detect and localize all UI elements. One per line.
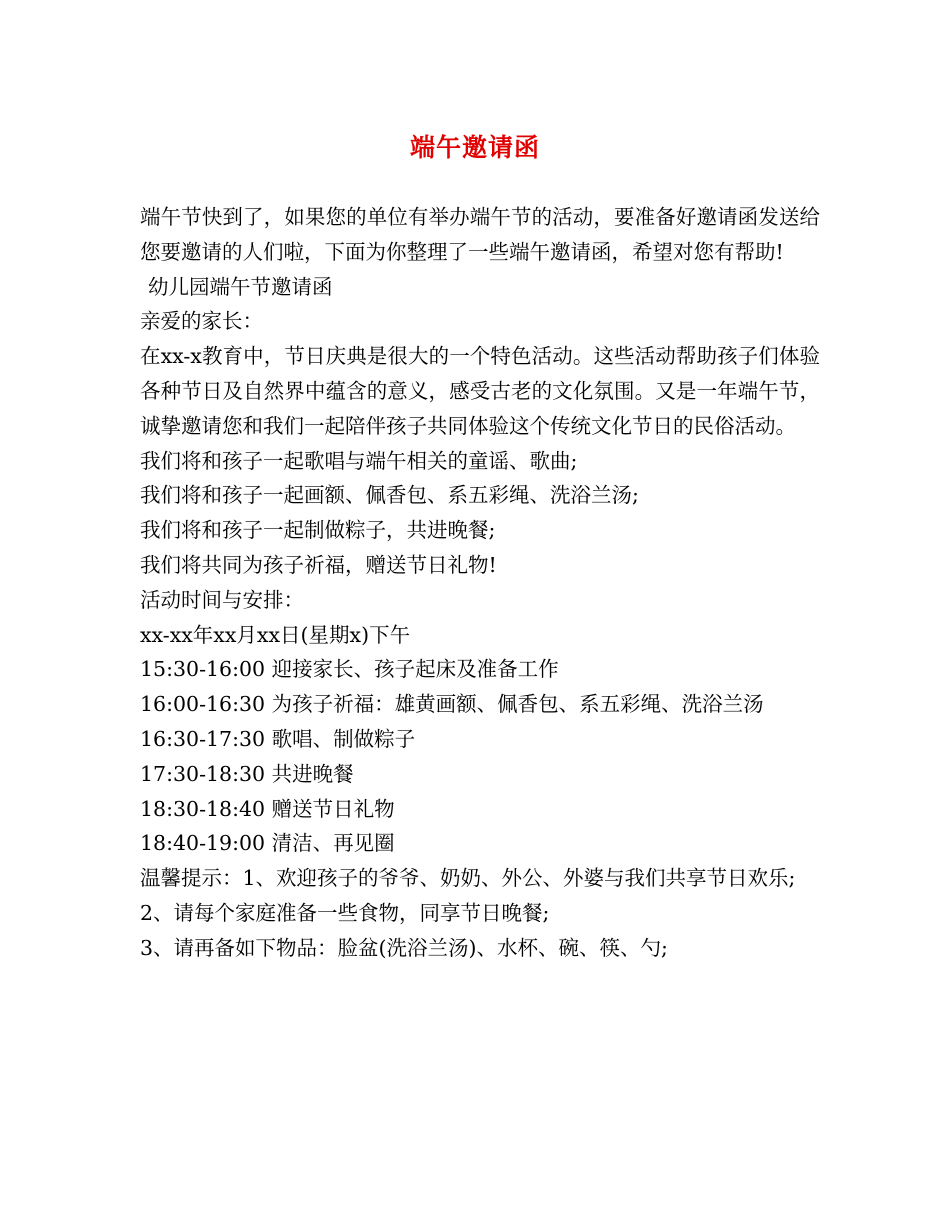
tip-item: 温馨提示：1、欢迎孩子的爷爷、奶奶、外公、外婆与我们共享节日欢乐; (140, 866, 796, 891)
tip-item: 2、请每个家庭准备一些食物，同享节日晚餐; (140, 900, 550, 925)
document-body (140, 200, 820, 966)
schedule-item: 15:30-16:00 迎接家长、孩子起床及准备工作 (140, 657, 559, 682)
body-paragraph: 在xx-x教育中，节日庆典是很大的一个特色活动。这些活动帮助孩子们体验各种节日及自然界中蕴含的意义，感受古老的文化氛围。又是一年端午节，诚挚邀请您和我们一起陪伴孩子共同体验这个传统文化节日的民俗活动。 (140, 344, 820, 438)
activity-line: 我们将和孩子一起制做粽子，共进晚餐; (140, 518, 496, 543)
schedule-heading: 活动时间与安排： (140, 587, 304, 612)
activity-line: 我们将和孩子一起歌唱与端午相关的童谣、歌曲; (140, 448, 578, 473)
event-date: xx-xx年xx月xx日(星期x)下午 (140, 622, 411, 647)
schedule-item: 18:30-18:40 赠送节日礼物 (140, 796, 395, 821)
section-heading: 幼儿园端午节邀请函 (148, 274, 333, 299)
salutation: 亲爱的家长： (140, 309, 263, 334)
activity-line: 我们将和孩子一起画额、佩香包、系五彩绳、洗浴兰汤; (140, 483, 639, 508)
schedule-item: 16:00-16:30 为孩子祈福：雄黄画额、佩香包、系五彩绳、洗浴兰汤 (140, 692, 764, 717)
intro-paragraph: 端午节快到了，如果您的单位有举办端午节的活动，要准备好邀请函发送给您要邀请的人们啦，下面为你整理了一些端午邀请函，希望对您有帮助! (140, 205, 820, 264)
tip-item: 3、请再备如下物品：脸盆(洗浴兰汤)、水杯、碗、筷、勺; (140, 935, 668, 960)
schedule-item: 16:30-17:30 歌唱、制做粽子 (140, 726, 416, 751)
document-title: 端午邀请函 (409, 133, 540, 162)
schedule-item: 17:30-18:30 共进晚餐 (140, 761, 354, 786)
schedule-item: 18:40-19:00 清洁、再见圈 (140, 831, 395, 856)
activity-line: 我们将共同为孩子祈福，赠送节日礼物! (140, 552, 497, 577)
